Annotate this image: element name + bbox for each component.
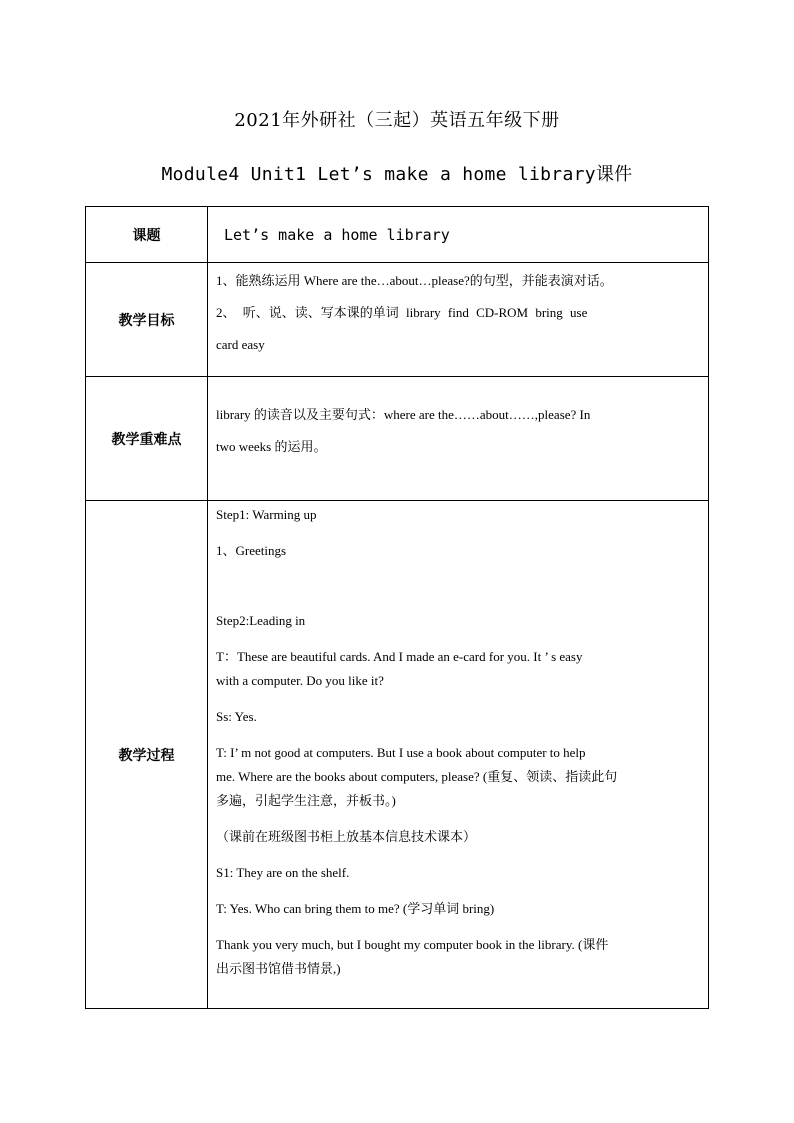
process-line: T: I’ m not good at computers. But I use a book about computer to help: [216, 745, 586, 760]
topic-label: 课题: [86, 207, 208, 263]
table-row-objectives: [86, 263, 709, 377]
process-line: 1、Greetings: [216, 543, 287, 558]
process-line: T: Yes. Who can bring them to me? (学习单词 bring): [216, 901, 495, 916]
table-row-process: [86, 501, 709, 1009]
process-line: 出示图书馆借书情景,): [216, 961, 341, 976]
process-line: S1: They are on the shelf.: [216, 865, 350, 880]
table-row-key-points: [86, 377, 709, 501]
process-line: T：These are beautiful cards. And I made an e-card for you. It ’ s easy: [216, 649, 583, 664]
objectives-line-3: card easy: [216, 337, 265, 352]
table-row-topic: [86, 207, 709, 263]
key-points-cell: [208, 377, 709, 501]
topic-value: Let’s make a home library: [224, 225, 450, 244]
lesson-plan-table: [85, 206, 709, 1009]
process-line: with a computer. Do you like it?: [216, 673, 384, 688]
objectives-line-1: 1、能熟练运用 Where are the…about…please?的句型，并能表演对话。: [216, 273, 613, 288]
process-line: Step1: Warming up: [216, 507, 317, 522]
objectives-cell: [208, 263, 709, 377]
topic-cell: [208, 207, 709, 263]
process-line: 多遍，引起学生注意，并板书。): [216, 793, 396, 808]
process-line: Step2:Leading in: [216, 613, 306, 628]
process-line: Thank you very much, but I bought my computer book in the library. (课件: [216, 937, 609, 952]
process-line: Ss: Yes.: [216, 709, 257, 724]
process-line: me. Where are the books about computers, please? (重复、领读、指读此句: [216, 769, 618, 784]
objectives-line-2: 2、 听、说、读、写本课的单词 library find CD-ROM bring use: [216, 305, 588, 320]
key-points-line-2: two weeks 的运用。: [216, 439, 327, 454]
process-line: （课前在班级图书柜上放基本信息技术课本）: [216, 829, 477, 844]
objectives-label: 教学目标: [86, 263, 208, 377]
document-title: 2021年外研社（三起）英语五年级下册: [234, 110, 560, 131]
process-cell: [208, 501, 709, 1009]
key-points-line-1: library 的读音以及主要句式：where are the……about……,please? In: [216, 407, 591, 422]
process-label: 教学过程: [86, 501, 208, 1009]
document-subtitle: Module4 Unit1 Let’s make a home library课件: [161, 164, 633, 185]
key-points-label: 教学重难点: [86, 377, 208, 501]
